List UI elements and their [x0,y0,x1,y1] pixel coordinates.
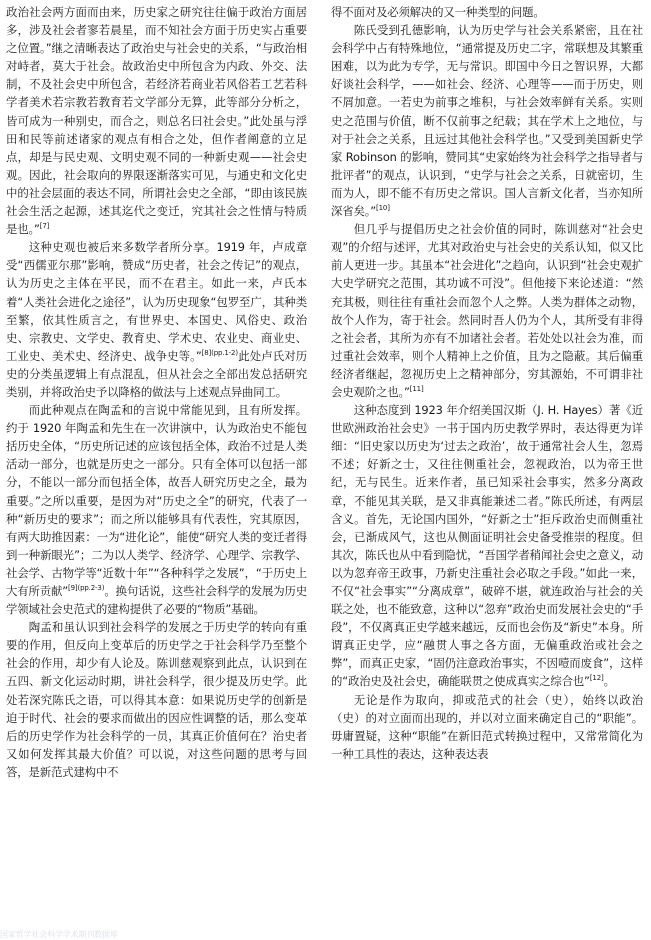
citation: [10] [376,204,390,213]
paragraph: 政治社会两方面而由来，历史家之研究往往偏于政治方面居多，涉及社会者寥若晨星，而不知社会方面于历史实占重要之位置。”继之清晰表达了政治史与社会史的关系，“与政治相对峙者，莫大于社会。故政治史中所包含为内政、外交、法制，不及社会史中所包含，若经济若商业若风俗若工艺若科学者美术若宗教若教育若文学部分无算，此等部分分析之，皆可成为一种别史，而合之，则总名曰社会史。”此处虽与浮田和民等前述诸家的观点有相合之处，但作者阐意的立足点，却是与民史观、文明史观不同的一种新史观——社会史观。因此，社会取向的界限逐渐落实可见，与通史和文化史中的社会层面的表达不同，所谓社会史之全部，“即由该民族社会生活之起源，述其迄代之变迁，究其社会之性情与特质是也。”[7] [6,5,307,237]
paragraph: 无论是作为取向，抑或范式的社会（史），始终以政治（史）的对立面而出现的，并以对立面来确定自己的“职能”。毋庸置疑，这种“职能”在新旧范式转换过程中，又常常简化为一种工具性的表达，这种表达表 [331,692,643,761]
citation: [8](pp.1-2) [201,348,238,357]
paragraph: 陶孟和虽认识到社会科学的发展之于历史学的转向有重要的作用，但反向上变革后的历史学之于社会科学乃至整个社会的作用，却少有人论及。陈训慈观察到此点，认识到在五四、新文化运动时期，讲社会科学，很少提及历史学。此处若深究陈氏之语，可以得其本意：如果说历史学的创新是迫于时代、社会的要求而做出的因应性调整的话，那么变革后的历史学作为社会科学的一员，其真正价值何在？治史者又如何发挥其最大价值？可以说，对这些问题的思考与回答，是新范式建构中不 [6,620,307,779]
database-watermark: 国家哲学社会科学学术期刊数据库 [0,930,118,939]
right-column [331,3,643,937]
paragraph: 但几乎与提倡历史之社会价值的同时，陈训慈对“社会史观”的介绍与述评，尤其对政治史与社会史的关系认知，似又比前人更进一步。其虽本“社会进化”之趋向，认识到“社会史观扩大史学研究之范围，其功诚不可没”。但他接下来论述道：“然充其极，则往往有重社会而忽个人之弊。人类为群体之动物，故个人作为，寄于社会。然同时吾人仍为个人，其所受有非得之社会者，其所为亦有不加诸社会者。若处处以社会为准，而过重社会效率，则个人精神上之价值，且为之隐蔽。其后偏重经济者继起，忽视历史上之精神部分，穷其源始，不可谓非社会史观阶之也。”[11] [331,222,643,399]
citation: [12] [589,674,604,683]
paragraph: 这种态度到 1923 年介绍美国汉斯（J. H. Hayes）著《近世欧洲政治社会史》一书于国内历史教学界时，表达得更为详细：“旧史家以历史为‘过去之政治’，故于通常社会人生，忽焉不述；好新之士，又往往侧重社会，忽视政治，以为帝王世纪，无与民生。近来作者，虽已知采社会事实，然多分离政章，不能见其关联，是又非真能兼述二者。”陈氏所述，有两层含义。首先，无论国内国外，“好新之士”拒斥政治史而侧重社会，已渐成风气，这也从侧面证明社会史备受推崇的程度。但其次，陈氏也从中看到隐忧，“吾国学者稍闻社会史之意义，动以为忽弃帝王政事，乃新史注重社会必取之手段。”如此一来，不仅“社会事实”“分离成章”，破碎不堪，就连政治与社会的关联之处，也不能致意，这种以“忽弃”政治史而发展社会史的“手段”，不仅离真正史学越来越远，反而也会伤及“新史”本身。所谓真正史学，应“融贯人事之各方面，无偏重政治或社会之弊”，而真正史家，“固仍注意政治事实，不因噎而废食”，这样的“政治史及社会史，确能联贯之使成真实之综合也”[12]。 [331,403,643,689]
left-column [6,3,307,937]
paragraph: 这种史观也被后来多数学者所分享。1919 年，卢成章受“西儒亚尔那”影响，赞成“历史者，社会之传记”的观点，认为历史之主体在平民，而不在君主。如此一来，卢氏本着“人类社会进化之途径”，认为历史现象“包罗至广，其种类至繁，依其性质言之，有世界史、本国史、风俗史、政治史、宗教史、文学史、教育史、学术史、农业史、商业史、工业史、美术史、经济史、战争史等。”$^{[8](pp.1-2)}$此处卢氏对历史的分类虽逻辑上有点混乱，但从社会之全部出发总括研究类别，并将政治史予以降格的做法与上述观点异曲同工。 [6,240,307,399]
paragraph: 陈氏受到孔德影响，认为历史学与社会关系紧密，且在社会科学中占有特殊地位，“通常提及历史二字，常联想及其繁重困难，以为此为专学，无与常识。即国中今日之智识界，大都好谈社会科学，——如社会、经济、心理等——而于历史，则不屑加意。一若史为前事之堆积，与社会效率鲜有关系。实则史之范围与价值，断不仅前事之纪载；其在学术上之地位，与对于社会之关系，且远过其他社会科学也。”又受到美国新史学家 Robinson 的影响，赞同其“史家始终为社会科学之指导者与批评者”的观点，认识到，“史学与社会之关系，日就密切，生而为人，即不能不有历史之常识。国人言新文化者，当亦知所深省矣。”[10] [331,23,643,219]
paragraph: 而此种观点在陶孟和的言说中常能见到，且有所发挥。约于 1920 年陶孟和先生在一次讲演中，认为政治史不能包括历史全体，“历史所记述的应该包括全体，政治不过是人类活动一部分，也就是历史之一部分。只有全体可以包括一部分，不能以一部分而包括全体，故吾人研究历史之全，最为重要。”之所以重要，是因为对“历史之全”的研究，代表了一种“新历史的要求”；而之所以能够具有代表性，究其原因，有两大助推因素：一为“进化论”，能使“研究人类的变迁者得到一种新眼光”；二为以人类学、经济学、心理学、宗教学、社会学、古物学等“近数十年”“各种科学之发展”，“于历史上大有所贡献”$^{[9](pp.2-3)}$。换句话说，这些社会科学的发展为历史学领域社会史范式的建构提供了必要的“物质”基础。 [6,403,307,617]
paragraph: 得不面对及必须解决的又一种类型的问题。 [331,5,545,19]
citation: [11] [409,385,424,394]
citation: [9](pp.2-3) [68,584,105,593]
citation: [7] [39,222,50,231]
